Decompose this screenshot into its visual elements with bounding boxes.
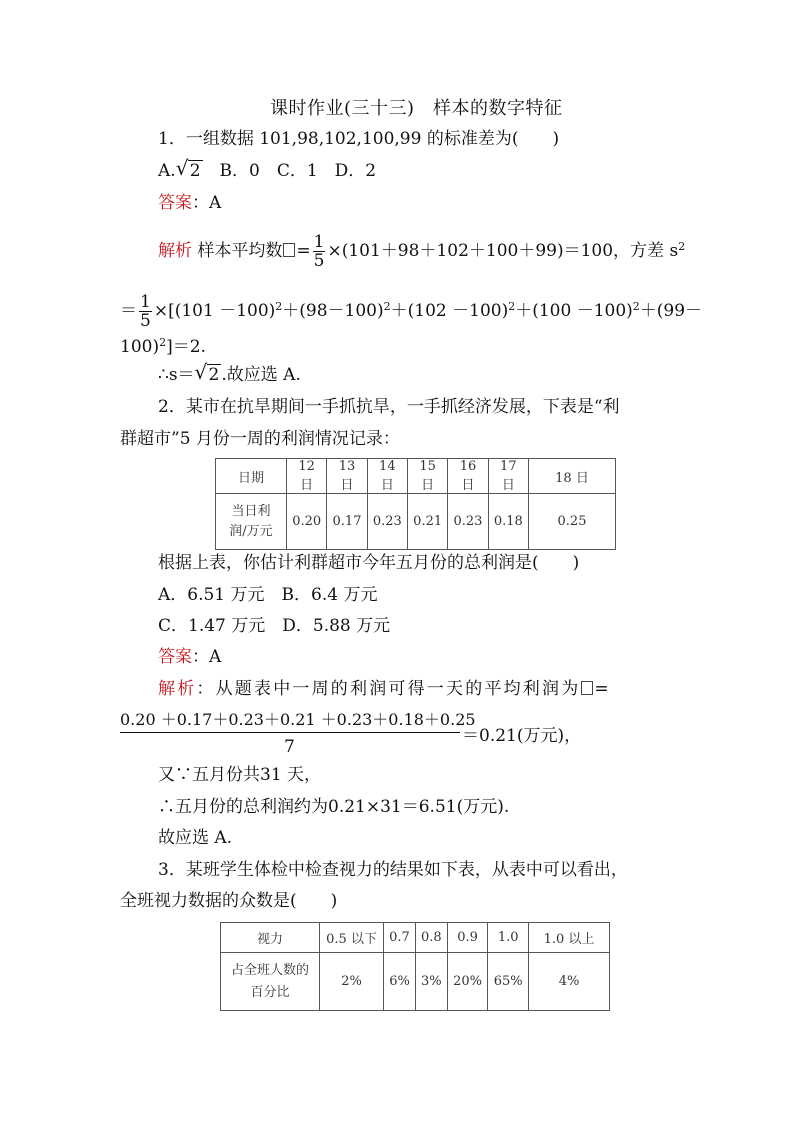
q1-options (158, 156, 377, 182)
solution-text: ×(101＋98＋102＋100＋99)＝100，方差 s (327, 241, 679, 261)
table-cell: 0.7 (384, 923, 416, 953)
solution-text: 样本平均数 (192, 241, 283, 261)
table-cell: 0.23 (448, 494, 488, 550)
table-cell: 0.18 (488, 494, 528, 550)
answer-value: ：A (192, 647, 222, 667)
solution-text: ＋(98－100) (282, 301, 384, 321)
superscript: 2 (678, 240, 686, 253)
table-cell: 17 日 (488, 459, 528, 494)
q1-stem: 1．一组数据 101,98,102,100,99 的标准差为( ) (158, 129, 560, 149)
table-cell: 0.23 (367, 494, 407, 550)
table-cell: 视力 (221, 923, 320, 953)
superscript: 2 (159, 336, 167, 349)
q1-solution-line4 (158, 360, 301, 386)
table-cell: 0.25 (529, 494, 616, 550)
answer-label: 答案 (158, 193, 192, 213)
solution-text: ]＝2. (166, 337, 206, 357)
solution-text: ×[(101 －100) (153, 301, 276, 321)
xbar-glyph (581, 681, 593, 695)
answer-label: 答案 (158, 647, 192, 667)
equals: = (296, 241, 311, 261)
answer-value: ：A (192, 193, 222, 213)
table-cell: 3% (415, 953, 447, 1011)
table-row-label (221, 953, 320, 1011)
vision-table (220, 922, 610, 1011)
sqrt-symbol: √ 2 (194, 360, 220, 385)
table-cell: 18 日 (529, 459, 616, 494)
solution-text: ∴s＝ (158, 365, 195, 385)
table-row-label (216, 494, 287, 550)
table-cell: 0.5 以下 (320, 923, 384, 953)
q2-solution-line2: 又∵五月份共31 天， (158, 765, 322, 785)
profit-table (215, 458, 616, 550)
table-row (221, 953, 610, 1011)
table-cell: 13 日 (327, 459, 367, 494)
table-cell: 16 日 (448, 459, 488, 494)
table-cell: 1.0 (488, 923, 529, 953)
q3-stem-line1: 3．某班学生体检中检查视力的结果如下表，从表中可以看出， (158, 860, 628, 880)
table-cell: 4% (529, 953, 610, 1011)
superscript: 2 (508, 300, 516, 313)
fraction-denominator: 7 (284, 737, 295, 757)
solution-text: ：从题表中一周的利润可得一天的平均利润为 (196, 679, 581, 699)
fraction-bar (120, 732, 460, 733)
solution-text: 100) (120, 337, 160, 357)
sqrt-symbol: √ 2 (175, 156, 201, 181)
solution-text: ＋(99－ (639, 301, 703, 321)
row-label-line: 百分比 (250, 984, 290, 1000)
q2-solution-line4: 故应选 A. (158, 828, 233, 848)
row-label-line: 占全班人数的 (230, 962, 309, 978)
solution-text: ＋(100 －100) (515, 301, 633, 321)
table-cell: 65% (488, 953, 529, 1011)
fraction-one-fifth: $\frac{1}{5}$ (313, 232, 325, 271)
q2-stem-line2: 群超市”5 月份一周的利润情况记录： (120, 429, 400, 449)
fraction-one-fifth: $\frac{1}{5}$ (140, 292, 151, 331)
page-title: 课时作业(三十三) 样本的数字特征 (270, 98, 563, 119)
table-row (216, 494, 616, 550)
equals: = (594, 679, 611, 699)
q2-options-line1: A．6.51 万元 B．6.4 万元 (158, 585, 378, 605)
q1-solution-line2 (120, 288, 702, 330)
q1-solution-line3 (120, 332, 206, 358)
equals: ＝ (120, 301, 137, 321)
row-label-line: 当日利 (231, 503, 271, 519)
q3-stem-line2: 全班视力数据的众数是( ) (120, 891, 338, 911)
fraction-result: ＝0.21(万元)， (462, 726, 582, 746)
table-cell: 12 日 (287, 459, 327, 494)
table-cell: 14 日 (367, 459, 407, 494)
superscript: 2 (275, 300, 283, 313)
table-header-row (221, 923, 610, 953)
solution-text: ＋(102 －100) (390, 301, 509, 321)
table-cell: 0.8 (415, 923, 447, 953)
q2-question: 根据上表，你估计利群超市今年五月份的总利润是( ) (158, 553, 580, 573)
table-cell: 日期 (216, 459, 287, 494)
q2-solution-line3: ∴五月份的总利润约为0.21×31＝6.51(万元). (158, 797, 510, 817)
table-cell: 1.0 以上 (529, 923, 610, 953)
q1-option-a-label: A. (158, 161, 176, 181)
table-cell: 0.9 (447, 923, 488, 953)
solution-label: 解析 (158, 241, 192, 261)
fraction-numerator: 0.20 ＋0.17＋0.23＋0.21 ＋0.23＋0.18＋0.25 (120, 710, 476, 729)
table-cell: 6% (384, 953, 416, 1011)
q1-solution-line1 (158, 228, 685, 270)
table-cell: 20% (447, 953, 488, 1011)
table-cell: 0.21 (407, 494, 447, 550)
q2-answer (158, 646, 221, 668)
table-cell: 2% (320, 953, 384, 1011)
solution-label: 解析 (158, 679, 197, 699)
q2-options-line2: C．1.47 万元 D．5.88 万元 (158, 616, 391, 636)
table-cell: 15 日 (407, 459, 447, 494)
superscript: 2 (383, 300, 391, 313)
q1-answer (158, 192, 221, 214)
q1-options-rest: B．0 C．1 D．2 (202, 161, 377, 181)
row-label-line: 润/万元 (229, 523, 273, 539)
q2-stem-line1: 2．某市在抗旱期间一手抓抗旱，一手抓经济发展，下表是“利 (158, 397, 620, 417)
table-cell: 0.20 (287, 494, 327, 550)
xbar-glyph (283, 243, 295, 257)
table-cell: 0.17 (327, 494, 367, 550)
q2-solution-line1 (158, 678, 611, 700)
solution-text: .故应选 A. (221, 365, 301, 385)
table-header-row (216, 459, 616, 494)
superscript: 2 (632, 300, 640, 313)
